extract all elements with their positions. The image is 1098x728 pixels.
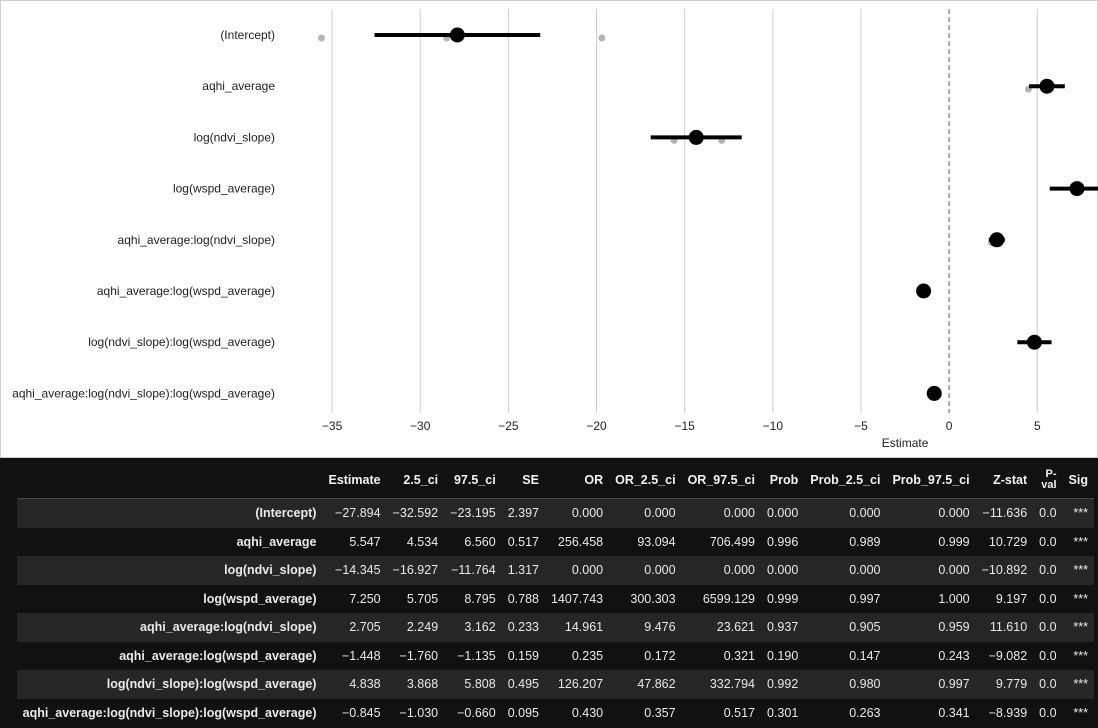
x-tick-label: −15 <box>674 419 695 433</box>
column-header: Estimate <box>328 473 381 487</box>
table-cell: 23.621 <box>716 620 755 635</box>
table-cell: 1.317 <box>507 563 539 578</box>
estimate-point <box>989 232 1004 247</box>
table-cell: 0.788 <box>507 591 539 606</box>
term-label: log(ndvi_slope) <box>193 130 275 145</box>
table-cell: 0.000 <box>767 563 799 578</box>
table-header-row <box>17 462 1094 499</box>
table-cell: 0.341 <box>938 705 970 720</box>
row-term-name: aqhi_average:log(ndvi_slope):log(wspd_average) <box>22 705 317 720</box>
term-label: log(wspd_average) <box>172 181 275 196</box>
table-cell: −11.764 <box>451 563 496 578</box>
row-term-name: log(ndvi_slope):log(wspd_average) <box>106 677 317 692</box>
background-point <box>598 35 605 42</box>
table-cell: −0.660 <box>457 705 496 720</box>
table-cell: 0.0 <box>1039 705 1057 720</box>
table-cell: 706.499 <box>709 534 755 549</box>
table-cell: 0.095 <box>507 705 539 720</box>
row-term-name: (Intercept) <box>255 506 317 521</box>
table-cell: −32.592 <box>392 506 439 521</box>
pval-header-line2: val <box>1041 479 1057 491</box>
table-cell: 0.517 <box>507 534 539 549</box>
table-cell: −10.892 <box>981 563 1028 578</box>
table-cell: −1.030 <box>399 705 439 720</box>
column-header-pval <box>1033 462 1062 499</box>
table-cell: 0.0 <box>1039 591 1057 606</box>
term-label: (Intercept) <box>220 28 275 42</box>
table-cell: 5.808 <box>464 677 496 692</box>
column-header: 2.5_ci <box>403 473 439 487</box>
table-cell: 0.999 <box>938 534 970 549</box>
estimate-point <box>1027 335 1042 350</box>
table-cell: 0.992 <box>767 677 799 692</box>
table-cell: 0.0 <box>1039 534 1057 549</box>
x-tick-label: 0 <box>945 419 953 433</box>
table-cell: 0.937 <box>767 620 799 635</box>
table-cell: −14.345 <box>335 563 381 578</box>
table-cell: 0.959 <box>938 620 970 635</box>
table-cell: *** <box>1073 506 1088 521</box>
estimate-point <box>916 284 931 299</box>
table-cell: 0.190 <box>767 648 799 663</box>
table-row <box>17 528 1094 557</box>
table-cell: 93.094 <box>637 534 676 549</box>
column-header: Prob <box>769 473 799 487</box>
table-cell: 0.0 <box>1039 563 1057 578</box>
table-row <box>17 642 1094 671</box>
table-cell: 0.000 <box>644 563 676 578</box>
table-cell: 0.000 <box>571 563 604 578</box>
column-header-term <box>17 462 323 499</box>
term-label: aqhi_average:log(ndvi_slope) <box>117 232 275 247</box>
table-cell: −0.845 <box>342 705 381 720</box>
table-cell: 0.263 <box>849 705 881 720</box>
table-cell: 0.517 <box>723 705 755 720</box>
table-cell: 0.000 <box>938 563 970 578</box>
table-cell: −23.195 <box>450 506 496 521</box>
table-cell: 0.000 <box>849 506 881 521</box>
table-cell: 2.249 <box>406 620 439 635</box>
table-cell: 0.0 <box>1039 648 1057 663</box>
forest-plot <box>1 1 1098 459</box>
table-cell: 6.560 <box>464 534 496 549</box>
row-term-name: aqhi_average <box>236 534 317 549</box>
table-row <box>17 670 1094 699</box>
table-cell: 0.997 <box>849 591 881 606</box>
estimate-point <box>689 130 704 145</box>
x-axis-label: Estimate <box>881 436 929 450</box>
table-cell: 47.862 <box>637 677 676 692</box>
table-row <box>17 556 1094 585</box>
table-cell: 1407.743 <box>550 591 604 606</box>
table-cell: 8.795 <box>464 591 496 606</box>
table-cell: 14.961 <box>564 620 604 635</box>
x-tick-label: 5 <box>1033 419 1041 433</box>
table-cell: *** <box>1073 591 1088 606</box>
table-cell: 0.997 <box>938 677 970 692</box>
table-cell: 0.301 <box>767 705 799 720</box>
table-cell: 0.000 <box>938 506 970 521</box>
table-cell: 1.000 <box>938 591 970 606</box>
x-tick-label: −30 <box>410 419 431 433</box>
table-cell: 0.000 <box>767 506 799 521</box>
table-cell: *** <box>1073 534 1088 549</box>
table-cell: 0.159 <box>507 648 539 663</box>
column-header: OR_2.5_ci <box>615 473 676 487</box>
column-header: 97.5_ci <box>453 473 496 487</box>
table-cell: 0.000 <box>571 506 604 521</box>
table-cell: 2.397 <box>507 506 539 521</box>
row-term-name: aqhi_average:log(ndvi_slope) <box>140 620 317 635</box>
table-cell: −11.636 <box>982 506 1028 521</box>
table-cell: 10.729 <box>988 534 1028 549</box>
table-cell: *** <box>1073 648 1088 663</box>
column-header: Prob_2.5_ci <box>810 473 881 487</box>
table-cell: *** <box>1073 677 1088 692</box>
table-row <box>17 699 1094 728</box>
table-cell: −1.448 <box>342 648 381 663</box>
term-label: aqhi_average <box>202 79 275 94</box>
x-tick-label: −10 <box>762 419 784 433</box>
x-tick-label: −5 <box>854 419 868 433</box>
table-cell: 332.794 <box>709 677 755 692</box>
table-cell: *** <box>1073 620 1088 635</box>
table-cell: 0.905 <box>849 620 881 635</box>
row-term-name: log(ndvi_slope) <box>224 563 317 578</box>
table-cell: 9.197 <box>995 591 1028 606</box>
table-cell: 0.999 <box>767 591 799 606</box>
x-tick-label: −35 <box>321 419 343 433</box>
table-cell: 256.458 <box>557 534 604 549</box>
table-cell: 11.610 <box>989 620 1028 635</box>
table-cell: 0.430 <box>571 705 604 720</box>
table-row <box>17 585 1094 614</box>
results-table <box>17 462 1094 727</box>
table-cell: −16.927 <box>392 563 439 578</box>
term-label: aqhi_average:log(wspd_average) <box>96 284 275 298</box>
estimate-point <box>1069 181 1084 196</box>
table-cell: 2.705 <box>349 620 381 635</box>
table-cell: 0.357 <box>644 705 676 720</box>
table-cell: 300.303 <box>630 591 676 606</box>
column-header: Prob_97.5_ci <box>892 473 970 487</box>
table-cell: 4.534 <box>406 534 439 549</box>
table-cell: 0.321 <box>723 648 755 663</box>
estimate-point <box>927 386 942 401</box>
table-cell: 0.000 <box>849 563 881 578</box>
table-cell: −9.082 <box>988 648 1028 663</box>
table-cell: 0.000 <box>723 506 755 521</box>
table-cell: 7.250 <box>349 591 381 606</box>
results-table-panel <box>0 458 1098 728</box>
table-cell: 0.172 <box>644 648 676 663</box>
table-body <box>17 499 1094 728</box>
table-cell: 0.495 <box>507 677 539 692</box>
estimate-point <box>450 28 465 43</box>
column-header: SE <box>522 473 539 487</box>
table-cell: 4.838 <box>349 677 381 692</box>
term-label: log(ndvi_slope):log(wspd_average) <box>88 335 275 350</box>
table-cell: 9.779 <box>995 677 1028 692</box>
table-cell: *** <box>1073 563 1088 578</box>
table-cell: 5.705 <box>406 591 439 606</box>
table-row <box>17 499 1094 528</box>
table-cell: 5.547 <box>349 534 381 549</box>
table-cell: 3.162 <box>464 620 496 635</box>
background-point <box>318 35 325 42</box>
table-cell: 0.000 <box>644 506 676 521</box>
table-cell: 0.235 <box>571 648 604 663</box>
table-cell: 0.147 <box>849 648 881 663</box>
table-cell: 0.233 <box>507 620 539 635</box>
column-header: OR_97.5_ci <box>687 473 755 487</box>
row-term-name: aqhi_average:log(wspd_average) <box>119 648 317 663</box>
column-header: Z-stat <box>993 473 1028 487</box>
table-cell: −1.760 <box>399 648 439 663</box>
table-cell: 0.989 <box>849 534 881 549</box>
table-cell: 0.996 <box>767 534 799 549</box>
table-cell: 0.0 <box>1039 620 1057 635</box>
table-cell: 0.980 <box>849 677 881 692</box>
table-cell: 0.0 <box>1039 506 1057 521</box>
table-cell: 3.868 <box>406 677 439 692</box>
table-cell: −1.135 <box>457 648 496 663</box>
term-label: aqhi_average:log(ndvi_slope):log(wspd_average) <box>12 386 275 401</box>
x-tick-label: −20 <box>586 419 607 433</box>
table-cell: 9.476 <box>644 620 676 635</box>
table-cell: 0.000 <box>723 563 755 578</box>
table-cell: 0.243 <box>938 648 970 663</box>
column-header: OR <box>584 473 604 487</box>
table-cell: −27.894 <box>335 506 381 521</box>
table-row <box>17 613 1094 642</box>
table-cell: 126.207 <box>557 677 604 692</box>
estimate-point <box>1039 79 1054 94</box>
x-tick-label: −25 <box>498 419 519 433</box>
row-term-name: log(wspd_average) <box>203 591 317 606</box>
pval-header-line1: P- <box>1045 468 1057 480</box>
table-cell: −8.939 <box>988 705 1028 720</box>
table-cell: 6599.129 <box>702 591 755 606</box>
column-header: Sig <box>1068 473 1088 487</box>
table-cell: *** <box>1073 705 1088 720</box>
table-cell: 0.0 <box>1039 677 1057 692</box>
